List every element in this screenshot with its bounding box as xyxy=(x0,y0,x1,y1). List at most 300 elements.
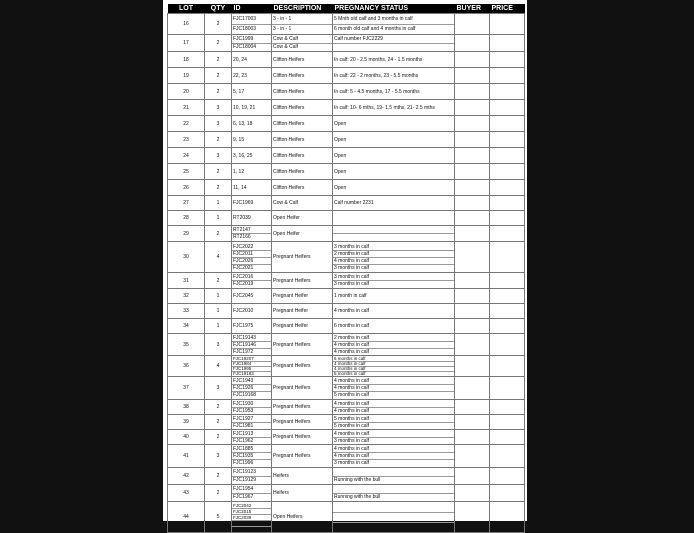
pregnancy-status-cell xyxy=(333,242,455,273)
price-cell xyxy=(490,14,525,35)
pregnancy-status: In calf: 5 - 4.5 months, 17 - 5.5 months xyxy=(334,88,420,95)
price-cell xyxy=(490,242,525,273)
lot-number: 39 xyxy=(168,415,205,430)
lot-number: 23 xyxy=(168,132,205,148)
buyer-cell xyxy=(455,242,490,273)
price-cell xyxy=(490,445,525,468)
animal-id-cell xyxy=(232,334,272,356)
animal-id: 6, 13, 18 xyxy=(233,120,253,127)
animal-id: FJC1999 xyxy=(232,36,271,44)
table-row xyxy=(168,289,525,304)
lot-number: 41 xyxy=(168,445,205,468)
buyer-cell xyxy=(455,304,490,319)
pregnancy-status: 2 months in calf xyxy=(333,335,454,342)
animal-id: FJC1981 xyxy=(233,422,254,429)
pregnancy-status-cell xyxy=(333,180,455,196)
pregnancy-status: Open xyxy=(334,152,347,159)
pregnancy-status-cell xyxy=(333,116,455,132)
pregnancy-status-cell xyxy=(333,430,455,445)
description: Pregnant Heifers xyxy=(272,334,333,356)
lot-number: 36 xyxy=(168,356,205,377)
lot-number: 34 xyxy=(168,319,205,334)
pregnancy-status: 3 months in calf xyxy=(333,274,454,281)
animal-id: FJC1984 xyxy=(232,362,271,367)
quantity: 2 xyxy=(205,164,232,180)
lot-number: 42 xyxy=(168,468,205,485)
buyer-cell xyxy=(455,445,490,468)
pregnancy-status: Open xyxy=(334,184,347,191)
animal-id-cell xyxy=(232,430,272,445)
animal-id-cell xyxy=(232,196,272,211)
pregnancy-status-cell xyxy=(333,52,455,68)
pregnancy-status xyxy=(333,503,454,513)
animal-id-cell xyxy=(232,180,272,196)
pregnancy-status: In calf: 20 - 2.5 months, 24 - 1.5 months xyxy=(334,56,423,63)
price-cell xyxy=(490,273,525,289)
quantity: 1 xyxy=(205,211,232,226)
animal-id: FJC2040 xyxy=(232,521,271,527)
price-cell xyxy=(490,468,525,485)
description: Pregnant Heifer xyxy=(272,319,333,334)
lot-number: 17 xyxy=(168,35,205,52)
quantity: 3 xyxy=(205,334,232,356)
quantity: 2 xyxy=(205,180,232,196)
table-row xyxy=(168,148,525,164)
lot-number: 44 xyxy=(168,502,205,533)
description: Heifers xyxy=(272,468,333,485)
pregnancy-status xyxy=(333,44,454,51)
pregnancy-status-cell xyxy=(333,100,455,116)
price-cell xyxy=(490,35,525,52)
animal-id: RT2147 xyxy=(232,227,271,234)
buyer-cell xyxy=(455,502,490,533)
buyer-cell xyxy=(455,415,490,430)
pregnancy-status-cell xyxy=(333,289,455,304)
buyer-cell xyxy=(455,430,490,445)
description-cell xyxy=(272,14,333,35)
pregnancy-status xyxy=(333,486,454,494)
quantity: 2 xyxy=(205,415,232,430)
table-row xyxy=(168,319,525,334)
lot-number: 43 xyxy=(168,485,205,502)
pregnancy-status: 1 month in calf xyxy=(334,292,367,299)
lot-number: 30 xyxy=(168,242,205,273)
pregnancy-status: 3 months in calf xyxy=(334,281,370,287)
animal-id-cell xyxy=(232,132,272,148)
buyer-cell xyxy=(455,164,490,180)
price-cell xyxy=(490,180,525,196)
header-description: DESCRIPTION xyxy=(272,4,333,14)
lot-number: 18 xyxy=(168,52,205,68)
description: Heifers xyxy=(272,485,333,502)
pregnancy-status-cell xyxy=(333,356,455,377)
pregnancy-status-cell xyxy=(333,400,455,415)
animal-id: FJC19143 xyxy=(232,335,271,342)
header-qty: QTY xyxy=(205,4,232,14)
price-cell xyxy=(490,485,525,502)
animal-id-cell xyxy=(232,84,272,100)
animal-id: FJC18004 xyxy=(233,43,257,50)
pregnancy-status-cell xyxy=(333,226,455,242)
table-row xyxy=(168,334,525,356)
pregnancy-status: 5 months in calf xyxy=(334,422,370,429)
pregnancy-status: Calf number FJC2229 xyxy=(333,36,454,44)
quantity: 4 xyxy=(205,242,232,273)
quantity: 2 xyxy=(205,132,232,148)
animal-id: FJC19146 xyxy=(232,342,271,349)
quantity: 1 xyxy=(205,304,232,319)
animal-id-cell xyxy=(232,445,272,468)
lot-table xyxy=(167,4,525,533)
pregnancy-status: 5 months in calf xyxy=(333,416,454,423)
description: Clifton Heifers xyxy=(272,84,333,100)
table-row xyxy=(168,35,525,52)
animal-id: FJC19129 xyxy=(233,476,257,483)
price-cell xyxy=(490,334,525,356)
table-row xyxy=(168,400,525,415)
animal-id-cell xyxy=(232,377,272,400)
buyer-cell xyxy=(455,377,490,400)
pregnancy-status-cell xyxy=(333,485,455,502)
description: Open Heifers xyxy=(272,502,333,533)
quantity: 1 xyxy=(205,319,232,334)
buyer-cell xyxy=(455,132,490,148)
animal-id-cell xyxy=(232,116,272,132)
pregnancy-status-cell xyxy=(333,211,455,226)
animal-id-cell xyxy=(232,468,272,485)
pregnancy-status-cell xyxy=(333,35,455,52)
lot-number: 22 xyxy=(168,116,205,132)
pregnancy-status: Running with the bull xyxy=(334,476,381,483)
quantity: 2 xyxy=(205,84,232,100)
pregnancy-status-cell xyxy=(333,196,455,211)
pregnancy-status: 4 months in calf xyxy=(333,378,454,385)
animal-id: FJC2010 xyxy=(233,307,254,314)
table-row xyxy=(168,502,525,533)
table-row xyxy=(168,445,525,468)
description: Clifton Heifers xyxy=(272,100,333,116)
document-page xyxy=(163,0,527,532)
animal-id: 5, 17 xyxy=(233,88,245,95)
quantity: 2 xyxy=(205,273,232,289)
pregnancy-status-cell xyxy=(333,304,455,319)
lot-number: 29 xyxy=(168,226,205,242)
description: Pregnant Heifer xyxy=(272,289,333,304)
lot-number: 37 xyxy=(168,377,205,400)
animal-id: FJC17003 xyxy=(232,15,271,25)
animal-id: FJC2026 xyxy=(232,258,271,265)
price-cell xyxy=(490,289,525,304)
animal-id: FJC2042 xyxy=(232,503,271,509)
price-cell xyxy=(490,52,525,68)
pregnancy-status-cell xyxy=(333,148,455,164)
buyer-cell xyxy=(455,14,490,35)
quantity: 4 xyxy=(205,356,232,377)
animal-id: RT2166 xyxy=(233,234,251,240)
pregnancy-status: 5 Mnth old calf and 3 months in calf xyxy=(333,15,454,25)
buyer-cell xyxy=(455,226,490,242)
animal-id: FJC1975 xyxy=(233,322,254,329)
pregnancy-status: 4 months in calf xyxy=(333,367,454,372)
animal-id: FJC1962 xyxy=(233,437,254,444)
pregnancy-status-cell xyxy=(333,68,455,84)
pregnancy-status: 3 months in calf xyxy=(334,460,370,466)
pregnancy-status: Running with the bull xyxy=(334,493,381,500)
price-cell xyxy=(490,377,525,400)
table-row xyxy=(168,180,525,196)
quantity: 2 xyxy=(205,468,232,485)
pregnancy-status: 4 months in calf xyxy=(333,453,454,460)
animal-id: 3, 16, 25 xyxy=(233,152,253,159)
animal-id: 1, 12 xyxy=(233,168,245,175)
animal-id: FJC2045 xyxy=(233,292,254,299)
description: Clifton Heifers xyxy=(272,132,333,148)
price-cell xyxy=(490,132,525,148)
pregnancy-status: 6 month old calf and 4 months in calf xyxy=(334,25,416,32)
animal-id-cell xyxy=(232,68,272,84)
lot-number: 25 xyxy=(168,164,205,180)
animal-id-cell xyxy=(232,148,272,164)
animal-id: 20, 24 xyxy=(233,56,247,63)
price-cell xyxy=(490,502,525,533)
animal-id-cell xyxy=(232,226,272,242)
quantity: 2 xyxy=(205,35,232,52)
animal-id-cell xyxy=(232,304,272,319)
pregnancy-status: 4 months in calf xyxy=(333,362,454,367)
animal-id-cell xyxy=(232,52,272,68)
buyer-cell xyxy=(455,334,490,356)
description: Pregnant Heifers xyxy=(272,400,333,415)
price-cell xyxy=(490,415,525,430)
pregnancy-status-cell xyxy=(333,164,455,180)
pregnancy-status: 4 months in calf xyxy=(333,385,454,392)
pregnancy-status: 3 months in calf xyxy=(334,264,370,271)
table-row xyxy=(168,356,525,377)
pregnancy-status xyxy=(333,469,454,477)
table-row xyxy=(168,52,525,68)
table-row xyxy=(168,485,525,502)
table-row xyxy=(168,468,525,485)
pregnancy-status: 3 months in calf xyxy=(333,244,454,251)
pregnancy-status-cell xyxy=(333,415,455,430)
animal-id-cell xyxy=(232,273,272,289)
buyer-cell xyxy=(455,211,490,226)
pregnancy-status: 2 months in calf xyxy=(333,251,454,258)
price-cell xyxy=(490,400,525,415)
table-row xyxy=(168,377,525,400)
animal-id: FJC2021 xyxy=(233,264,254,271)
lot-number: 16 xyxy=(168,14,205,35)
price-cell xyxy=(490,319,525,334)
buyer-cell xyxy=(455,52,490,68)
animal-id: FJC1885 xyxy=(232,446,271,453)
buyer-cell xyxy=(455,148,490,164)
lot-number: 28 xyxy=(168,211,205,226)
description: Pregnant Heifers xyxy=(272,356,333,377)
animal-id: FJC1972 xyxy=(233,348,254,355)
animal-id: FJC2019 xyxy=(233,281,254,287)
pregnancy-status-cell xyxy=(333,319,455,334)
animal-id: FJC2015 xyxy=(232,509,271,515)
buyer-cell xyxy=(455,485,490,502)
description: Pregnant Heifers xyxy=(272,273,333,289)
table-row xyxy=(168,415,525,430)
price-cell xyxy=(490,304,525,319)
pregnancy-status-cell xyxy=(333,377,455,400)
animal-id: FJC18003 xyxy=(233,25,257,32)
pregnancy-status-cell xyxy=(333,334,455,356)
quantity: 5 xyxy=(205,502,232,533)
description: Pregnant Heifer xyxy=(272,304,333,319)
pregnancy-status: Open xyxy=(334,120,347,127)
animal-id-cell xyxy=(232,400,272,415)
price-cell xyxy=(490,148,525,164)
description: Pregnant Heifers xyxy=(272,377,333,400)
animal-id: RT2039 xyxy=(233,214,251,221)
animal-id-cell xyxy=(232,35,272,52)
buyer-cell xyxy=(455,273,490,289)
price-cell xyxy=(490,430,525,445)
table-row xyxy=(168,430,525,445)
pregnancy-status xyxy=(333,227,454,234)
lot-number: 38 xyxy=(168,400,205,415)
table-row xyxy=(168,132,525,148)
lot-number: 33 xyxy=(168,304,205,319)
price-cell xyxy=(490,211,525,226)
animal-id: 10, 19, 21 xyxy=(233,104,256,111)
description: Clifton Heifers xyxy=(272,164,333,180)
quantity: 2 xyxy=(205,52,232,68)
header-pregnancy-status: PREGNANCY STATUS xyxy=(333,4,455,14)
animal-id: FJC1943 xyxy=(232,378,271,385)
table-row xyxy=(168,273,525,289)
pregnancy-status: 5 months in calf xyxy=(334,370,366,376)
description: Clifton Heifers xyxy=(272,148,333,164)
header-row xyxy=(168,4,525,14)
price-cell xyxy=(490,68,525,84)
quantity: 3 xyxy=(205,377,232,400)
description: Cow & Calf xyxy=(272,36,332,44)
quantity: 3 xyxy=(205,100,232,116)
lot-number: 35 xyxy=(168,334,205,356)
animal-id: FJC1953 xyxy=(233,407,254,414)
pregnancy-status xyxy=(333,212,454,225)
pregnancy-status: Calf number 2231 xyxy=(334,199,374,206)
price-cell xyxy=(490,226,525,242)
pregnancy-status-cell xyxy=(333,502,455,533)
animal-id: FJC19207 xyxy=(232,357,271,362)
quantity: 2 xyxy=(205,430,232,445)
animal-id-cell xyxy=(232,164,272,180)
animal-id-cell xyxy=(232,100,272,116)
lot-number: 32 xyxy=(168,289,205,304)
buyer-cell xyxy=(455,68,490,84)
buyer-cell xyxy=(455,319,490,334)
description: Cow & Calf xyxy=(272,196,333,211)
description: Clifton Heifers xyxy=(272,116,333,132)
pregnancy-status: 4 months in calf xyxy=(334,407,370,414)
lot-number: 24 xyxy=(168,148,205,164)
pregnancy-status: 4 months in calf xyxy=(333,401,454,408)
animal-id: 22, 23 xyxy=(233,72,247,79)
header-lot: LOT xyxy=(168,4,205,14)
quantity: 1 xyxy=(205,196,232,211)
table-row xyxy=(168,226,525,242)
description: 3 - in - 1 xyxy=(273,25,292,32)
quantity: 2 xyxy=(205,400,232,415)
quantity: 3 xyxy=(205,116,232,132)
animal-id-cell xyxy=(232,502,272,533)
buyer-cell xyxy=(455,116,490,132)
price-cell xyxy=(490,116,525,132)
pregnancy-status xyxy=(333,234,454,240)
animal-id: FJC19183 xyxy=(233,370,254,376)
quantity: 2 xyxy=(205,68,232,84)
pregnancy-status: 3 months in calf xyxy=(334,437,370,444)
buyer-cell xyxy=(455,180,490,196)
description: Clifton Heifers xyxy=(272,68,333,84)
description-cell xyxy=(272,35,333,52)
animal-id: FJC19123 xyxy=(232,469,271,477)
table-row xyxy=(168,242,525,273)
pregnancy-status: 6 months in calf xyxy=(334,322,370,329)
pregnancy-status: 4 months in calf xyxy=(333,258,454,265)
quantity: 2 xyxy=(205,226,232,242)
animal-id: FJC2022 xyxy=(232,244,271,251)
animal-id: 9, 15 xyxy=(233,136,245,143)
buyer-cell xyxy=(455,468,490,485)
lot-number: 26 xyxy=(168,180,205,196)
animal-id: FJC1954 xyxy=(232,486,271,494)
price-cell xyxy=(490,100,525,116)
description: Clifton Heifers xyxy=(272,180,333,196)
quantity: 3 xyxy=(205,445,232,468)
lot-number: 31 xyxy=(168,273,205,289)
animal-id: FJC2044 xyxy=(233,526,252,532)
animal-id-cell xyxy=(232,242,272,273)
description: 3 - in - 1 xyxy=(272,15,332,25)
pregnancy-status-cell xyxy=(333,468,455,485)
buyer-cell xyxy=(455,356,490,377)
table-row xyxy=(168,116,525,132)
description: Clifton Heifers xyxy=(272,52,333,68)
table-row xyxy=(168,14,525,35)
pregnancy-status-cell xyxy=(333,132,455,148)
lot-number: 21 xyxy=(168,100,205,116)
animal-id-cell xyxy=(232,415,272,430)
table-row xyxy=(168,68,525,84)
lot-number: 27 xyxy=(168,196,205,211)
pregnancy-status: 5 months in calf xyxy=(334,392,370,398)
description: Pregnant Heifers xyxy=(272,415,333,430)
description: Pregnant Heifers xyxy=(272,445,333,468)
pregnancy-status: In calf: 10- 6 mths, 19- 1.5 mths, 21- 2.5 mths xyxy=(334,104,435,111)
animal-id: FJC19168 xyxy=(233,392,257,398)
header-price: PRICE xyxy=(490,4,525,14)
pregnancy-status: 4 months in calf xyxy=(333,342,454,349)
animal-id: FJC1930 xyxy=(232,401,271,408)
animal-id-cell xyxy=(232,485,272,502)
table-row xyxy=(168,304,525,319)
pregnancy-status: In calf: 22 - 2 months, 23 - 5.5 months xyxy=(334,72,419,79)
price-cell xyxy=(490,164,525,180)
description: Pregnant Heifers xyxy=(272,430,333,445)
animal-id: FJC1967 xyxy=(233,493,254,500)
animal-id: FJC2016 xyxy=(232,274,271,281)
lot-number: 40 xyxy=(168,430,205,445)
table-row xyxy=(168,164,525,180)
buyer-cell xyxy=(455,84,490,100)
